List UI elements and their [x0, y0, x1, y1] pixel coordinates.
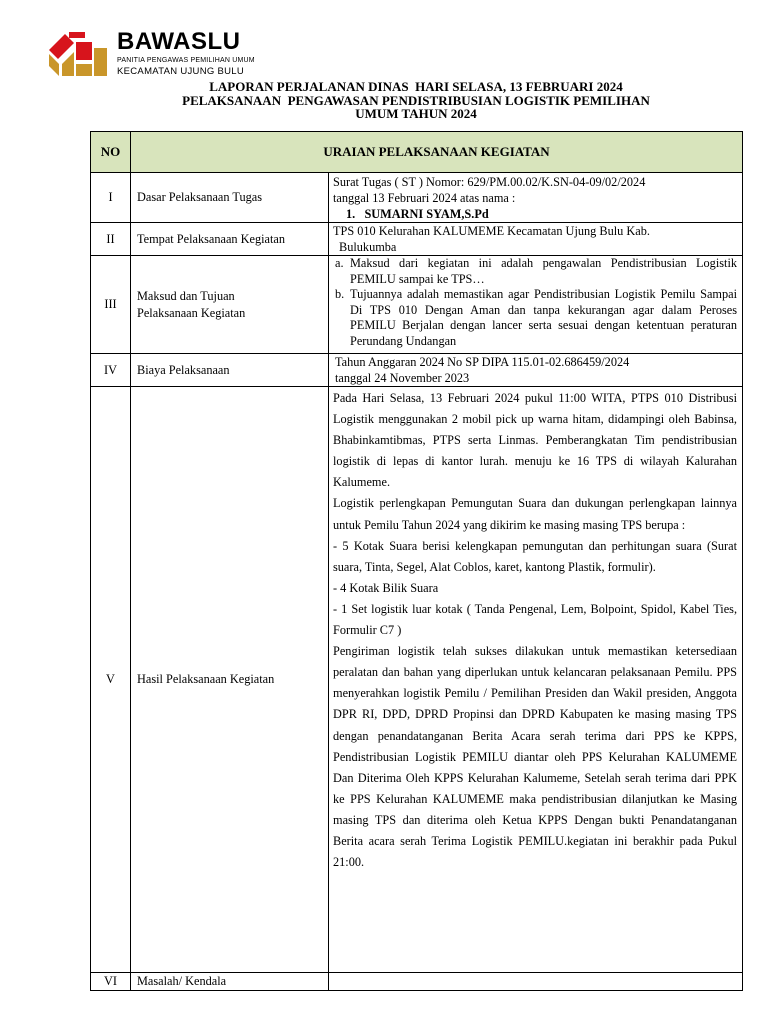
row-label: Masalah/ Kendala	[131, 973, 329, 991]
list-item	[333, 287, 737, 349]
content-line: Surat Tugas ( ST ) Nomor: 629/PM.00.02/K.SN-04-09/02/2024	[333, 175, 646, 189]
result-paragraph: - 4 Kotak Bilik Suara	[333, 580, 439, 595]
row-content	[329, 173, 743, 223]
row-content	[329, 973, 743, 991]
row-content	[329, 354, 743, 387]
list-item	[333, 256, 737, 287]
list-text: Tujuannya adalah memastikan agar Pendistribusian Logistik Pemilu Sampai Di TPS 010 Dengan Aman dan tanpa kekurangan agar dalam Peroses PEMILU Berjalan dengan lancer serta sesuai dengan ketentuan peraturan Perundang Undangan	[350, 287, 738, 348]
content-line: tanggal 13 Februari 2024 atas nama :	[333, 191, 516, 205]
content-line: tanggal 24 November 2023	[335, 371, 470, 385]
table-row	[91, 387, 743, 973]
table-row	[91, 973, 743, 991]
row-number: I	[91, 173, 131, 223]
brand-block	[117, 29, 255, 78]
table-row	[91, 223, 743, 256]
title-line-1: LAPORAN PERJALANAN DINAS HARI SELASA, 13 FEBRUARI 2024	[209, 79, 623, 94]
row-number: V	[91, 387, 131, 973]
row-label: Dasar Pelaksanaan Tugas	[131, 173, 329, 223]
row-label: Tempat Pelaksanaan Kegiatan	[131, 223, 329, 256]
list-marker: a.	[335, 256, 344, 270]
title-line-3: UMUM TAHUN 2024	[355, 106, 477, 121]
report-title	[90, 80, 742, 121]
label-line: Pelaksanaan Kegiatan	[137, 305, 246, 320]
label-line: Maksud dan Tujuan	[137, 288, 235, 303]
brand-name: BAWASLU	[117, 28, 241, 55]
row-number: II	[91, 223, 131, 256]
result-paragraph: - 5 Kotak Suara berisi kelengkapan pemungutan dan perhitungan suara (Surat suara, Tinta, Segel, Alat Coblos, karet, kantong Plastik, formulir).	[333, 538, 738, 574]
list-marker: b.	[335, 287, 345, 301]
bawaslu-logo	[47, 30, 109, 78]
row-label: Hasil Pelaksanaan Kegiatan	[131, 387, 329, 973]
title-line-2: PELAKSANAAN PENGAWASAN PENDISTRIBUSIAN LOGISTIK PEMILIHAN	[182, 92, 650, 108]
row-label	[131, 256, 329, 354]
result-paragraph: Pengiriman logistik telah sukses dilakukan untuk memastikan ketersediaan peralatan dan bahan yang diperlukan untuk kelancaran pelaksanaan Pemilu. PPS menyerahkan logistik Pemilu / Pemilihan Presiden dan Wakil presiden, Anggota DPR RI, DPD, DPRD Propinsi dan DPRD Kabupaten ke masing masing TPS dengan penandatanganan Berita Acara serah terima dari PPS ke KPPS, Pendistribusian Logistik PEMILU diantar oleh PPS Kelurahan KALUMEME Dan Diterima Oleh KPPS Kelurahan Kalumeme, Setelah serah terima dari PPK ke PPS Kelurahan KALUMEME maka pendistribusian dilanjutkan ke Masing masing TPS dan diterima oleh Ketua KPPS Dengan bukti Penandatanganan Berita acara serah Terima Logistik PEMILU.kegiatan ini berakhir pada Pukul 21:00.	[333, 644, 738, 870]
table-row	[91, 354, 743, 387]
row-label: Biaya Pelaksanaan	[131, 354, 329, 387]
result-paragraph: - 1 Set logistik luar kotak ( Tanda Pengenal, Lem, Bolpoint, Spidol, Kabel Ties, Formulir C7 )	[333, 601, 738, 638]
result-paragraph: Logistik perlengkapan Pemungutan Suara dan dukungan perlengkapan lainnya untuk Pemilu Tahun 2024 yang dikirim ke masing masing TPS berupa :	[333, 496, 738, 532]
table-header-row	[91, 132, 743, 173]
table-row	[91, 256, 743, 354]
table-row	[91, 173, 743, 223]
list-text: Maksud dari kegiatan ini adalah pengawalan Pendistribusian Logistik PEMILU sampai ke TPS…	[350, 256, 738, 286]
result-paragraph: Pada Hari Selasa, 13 Februari 2024 pukul 11:00 WITA, PTPS 010 Distribusi Logistik menggunakan 2 mobil pick up warna hitam, didampingi oleh Babinsa, Bhabinkamtibmas, PTPS serta Linmas. Pemberangkatan Tim pendistribusian logistik di lepas di kantor lurah. menuju ke 16 TPS di wilayah Kalurahan Kalumeme.	[333, 391, 738, 490]
col-no-header: NO	[91, 132, 131, 173]
content-line: Bulukumba	[339, 240, 397, 254]
row-number: VI	[91, 973, 131, 991]
row-number: III	[91, 256, 131, 354]
row-content	[329, 223, 743, 256]
row-number: IV	[91, 354, 131, 387]
content-line: Tahun Anggaran 2024 No SP DIPA 115.01-02.686459/2024	[335, 355, 630, 369]
col-uraian-header: URAIAN PELAKSANAAN KEGIATAN	[131, 132, 743, 173]
row-content	[329, 256, 743, 354]
brand-subtitle: PANITIA PENGAWAS PEMILIHAN UMUM	[117, 57, 255, 64]
report-table	[90, 131, 743, 991]
brand-district: KECAMATAN UJUNG BULU	[117, 66, 245, 77]
content-line: TPS 010 Kelurahan KALUMEME Kecamatan Ujung Bulu Kab.	[333, 224, 650, 238]
purpose-list	[333, 256, 737, 349]
row-content	[329, 387, 743, 973]
assignee-name: 1. SUMARNI SYAM,S.Pd	[346, 207, 489, 221]
